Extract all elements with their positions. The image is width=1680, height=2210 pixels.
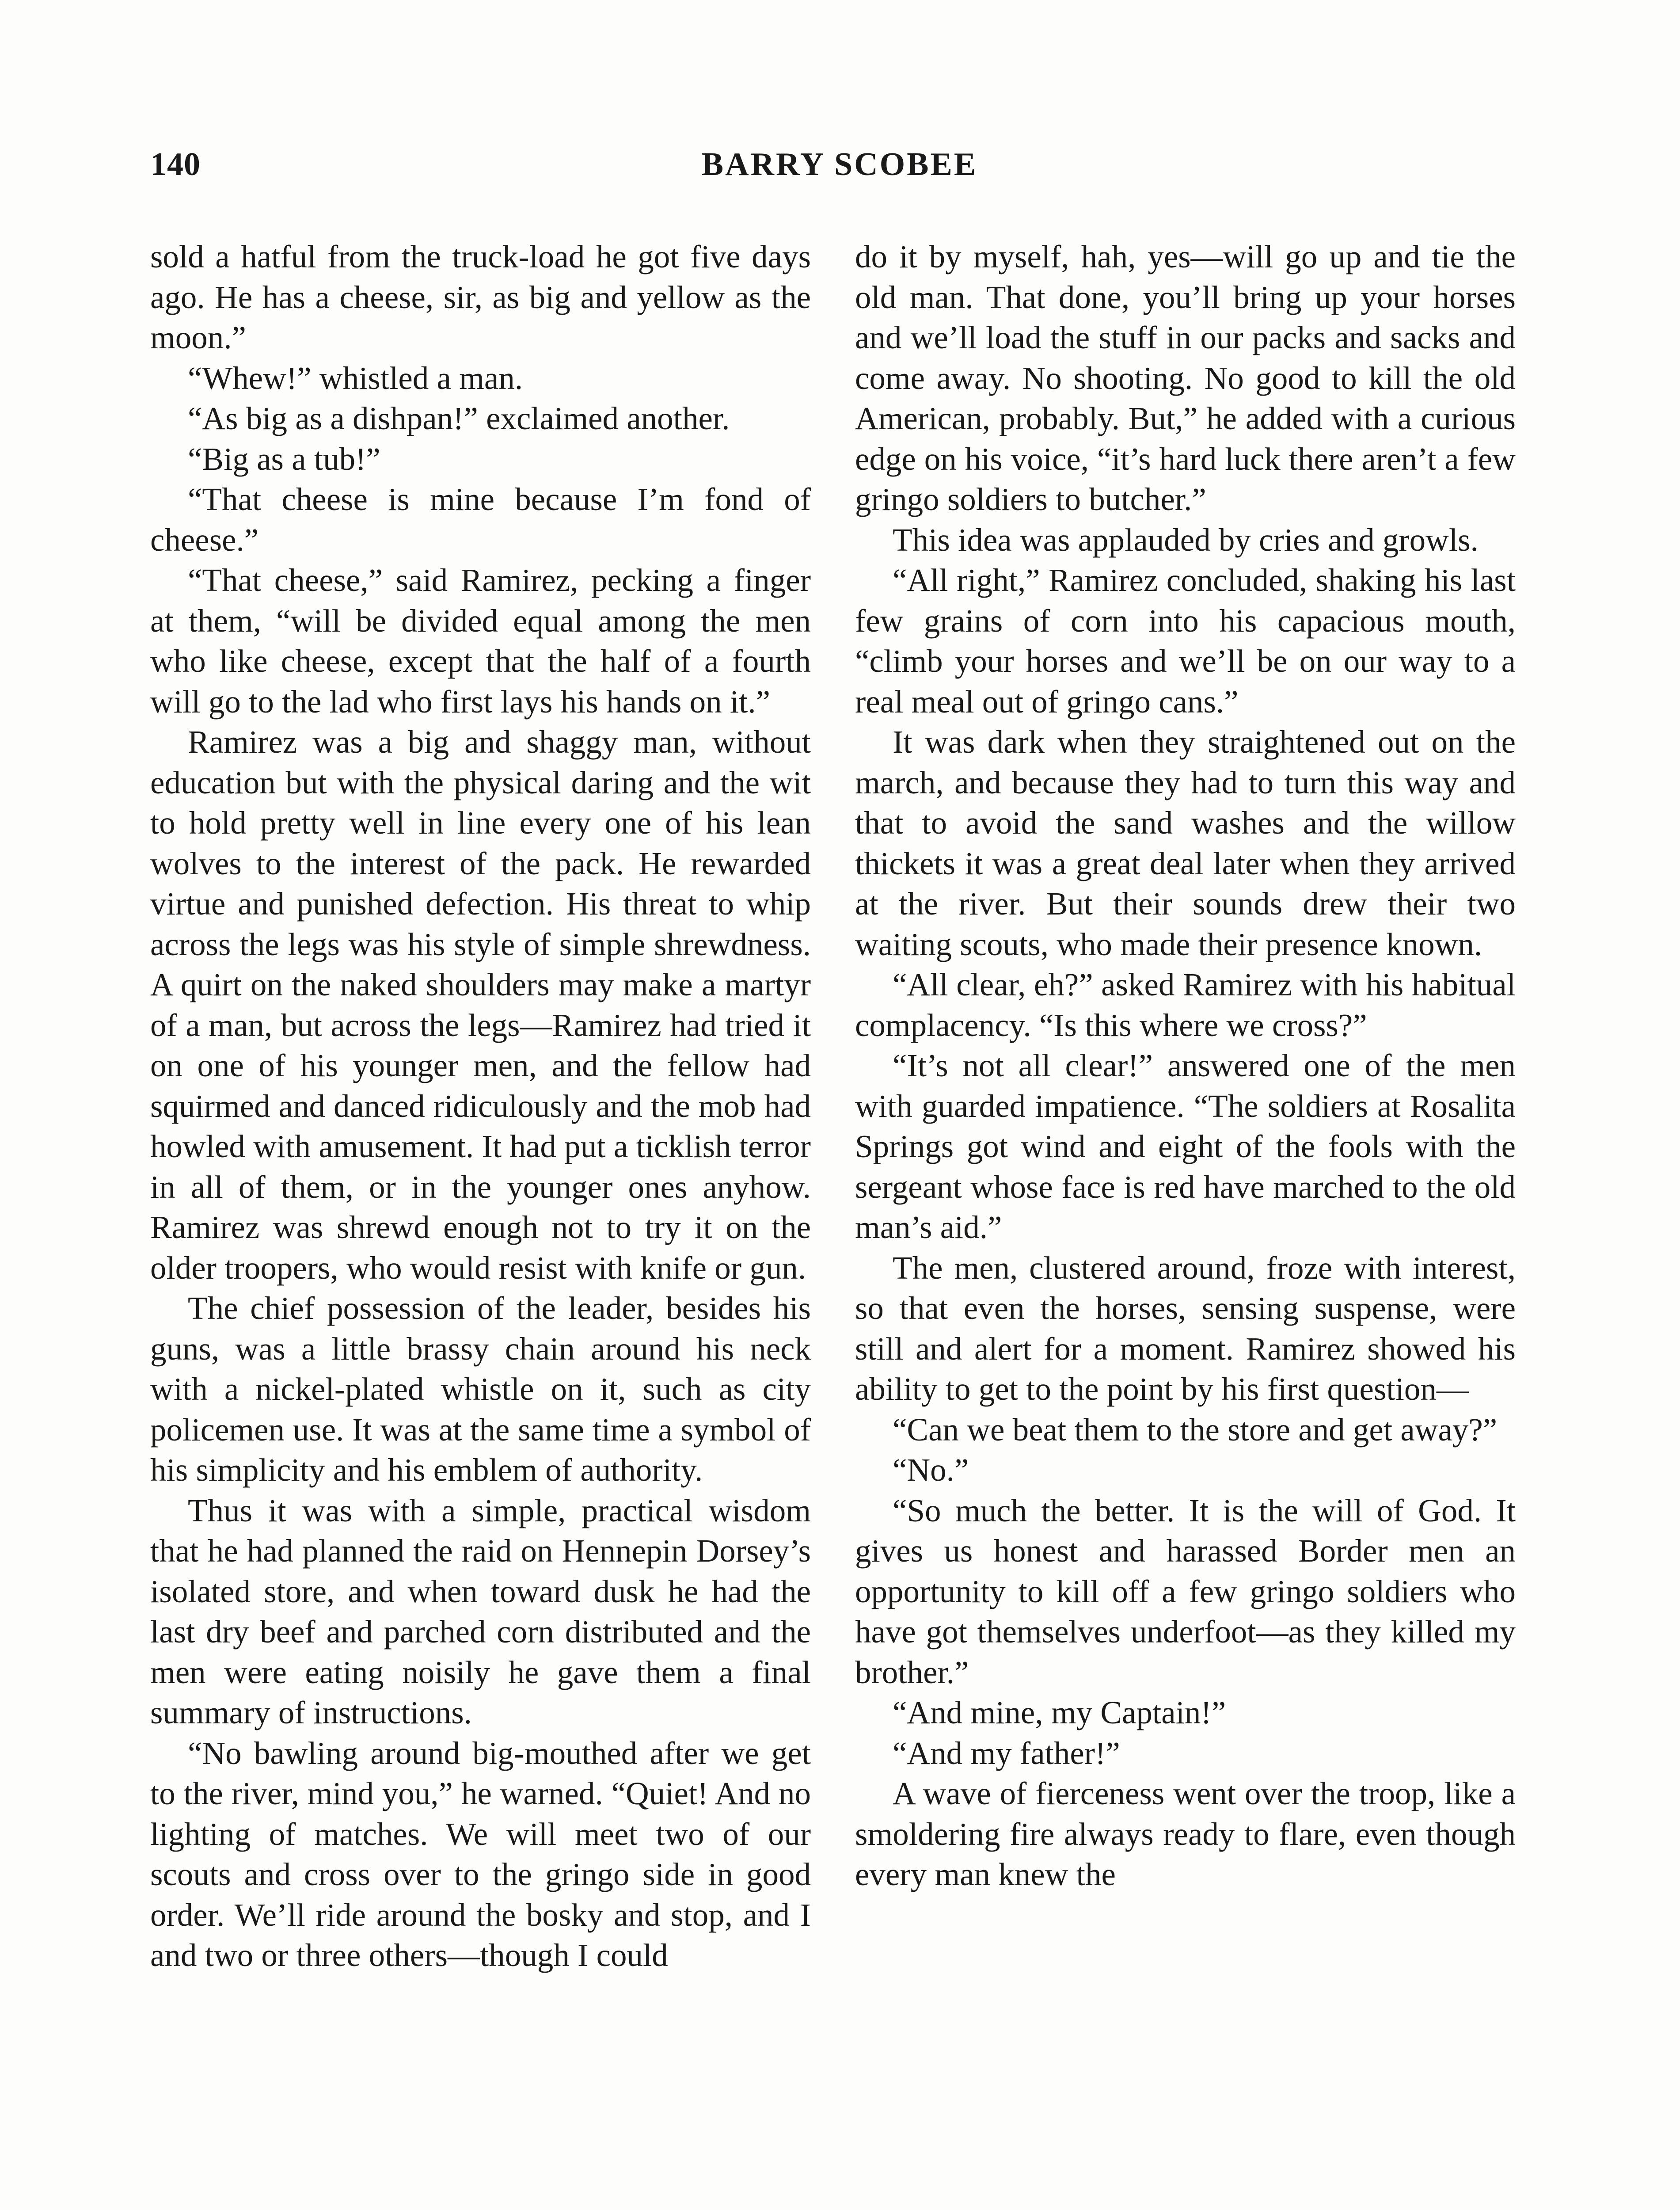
paragraph: “No.” (893, 1452, 969, 1488)
paragraph: “Big as a tub!” (188, 441, 380, 477)
paragraph: The chief possession of the leader, besides his guns, was a little brassy chain around his neck with a nickel-plated whistle on it, such as city policemen use. It was at the same time a symbol of his simplicity and his emblem of authority. (150, 1290, 811, 1488)
paragraph: “All right,” Ramirez concluded, shaking his last few grains of corn into his capacious mouth, “climb your horses and we’ll be on our way to a real meal out of gringo cans.” (855, 562, 1516, 720)
paragraph: “That cheese is mine because I’m fond of cheese.” (150, 481, 811, 558)
paragraph: This idea was applauded by cries and growls. (893, 522, 1479, 558)
paragraph: “And my father!” (893, 1735, 1120, 1771)
paragraph: “All clear, eh?” asked Ramirez with his habitual complacency. “Is this where we cross?” (855, 967, 1516, 1043)
paragraph: Thus it was with a simple, practical wisdom that he had planned the raid on Hennepin Dorsey’s isolated store, and when toward dusk he had the last dry beef and parched corn distributed and the men were eating noisily he gave them a final summary of instructions. (150, 1492, 811, 1730)
paragraph: do it by myself, hah, yes—will go up and tie the old man. That done, you’ll bring up your horses and we’ll load the stuff in our packs and sacks and come away. No shooting. No good to kill the old American, probably. But,” he added with a curious edge on his voice, “it’s hard luck there aren’t a few gringo soldiers to butcher.” (855, 239, 1516, 517)
paragraph: “Can we beat them to the store and get away?” (893, 1411, 1498, 1448)
running-head: BARRY SCOBEE (701, 146, 978, 183)
page-number: 140 (150, 146, 201, 183)
paragraph: “And mine, my Captain!” (893, 1695, 1226, 1730)
paragraph: “So much the better. It is the will of God. It gives us honest and harassed Border men an opportunity to kill off a few gringo soldiers who have got themselves underfoot—as they killed my brother.” (855, 1492, 1516, 1690)
paragraph: “That cheese,” said Ramirez, pecking a finger at them, “will be divided equal among the men who like cheese, except that the half of a fourth will go to the lad who first lays his hands on it.” (150, 562, 811, 720)
paragraph: “As big as a dishpan!” exclaimed another. (188, 400, 730, 436)
paragraph: A wave of fierceness went over the troop, like a smoldering fire always ready to flare, even though every man knew the (855, 1776, 1516, 1892)
paragraph: “No bawling around big-mouthed after we get to the river, mind you,” he warned. “Quiet! And no lighting of matches. We will meet two of our scouts and cross over to the gringo side in good order. We’ll ride around the bosky and stop, and I and two or three others—though I could (150, 1735, 811, 1973)
left-text-column (150, 236, 811, 1976)
paragraph: It was dark when they straightened out on the march, and because they had to turn this way and that to avoid the sand washes and the willow thickets it was a great deal later when they arrived at the river. But their sounds drew their two waiting scouts, who made their presence known. (855, 724, 1516, 962)
paragraph: “It’s not all clear!” answered one of the men with guarded impatience. “The soldiers at Rosalita Springs got wind and eight of the fools with the sergeant whose face is red have marched to the old man’s aid.” (855, 1048, 1516, 1245)
paragraph: The men, clustered around, froze with interest, so that even the horses, sensing suspense, were still and alert for a moment. Ramirez showed his ability to get to the point by his first question— (855, 1250, 1516, 1407)
page-header (150, 146, 1529, 199)
paragraph: sold a hatful from the truck-load he got five days ago. He has a cheese, sir, as big and yellow as the moon.” (150, 239, 811, 355)
paragraph: Ramirez was a big and shaggy man, without education but with the physical daring and the wit to hold pretty well in line every one of his lean wolves to the interest of the pack. He rewarded virtue and punished defection. His threat to whip across the legs was his style of simple shrewdness. A quirt on the naked shoulders may make a martyr of a man, but across the legs—Ramirez had tried it on one of his younger men, and the fellow had squirmed and danced ridiculously and the mob had howled with amusement. It had put a ticklish terror in all of them, or in the younger ones anyhow. Ramirez was shrewd enough not to try it on the older troopers, who would resist with knife or gun. (150, 724, 811, 1286)
paragraph: “Whew!” whistled a man. (188, 360, 523, 396)
right-text-column (855, 236, 1516, 1895)
